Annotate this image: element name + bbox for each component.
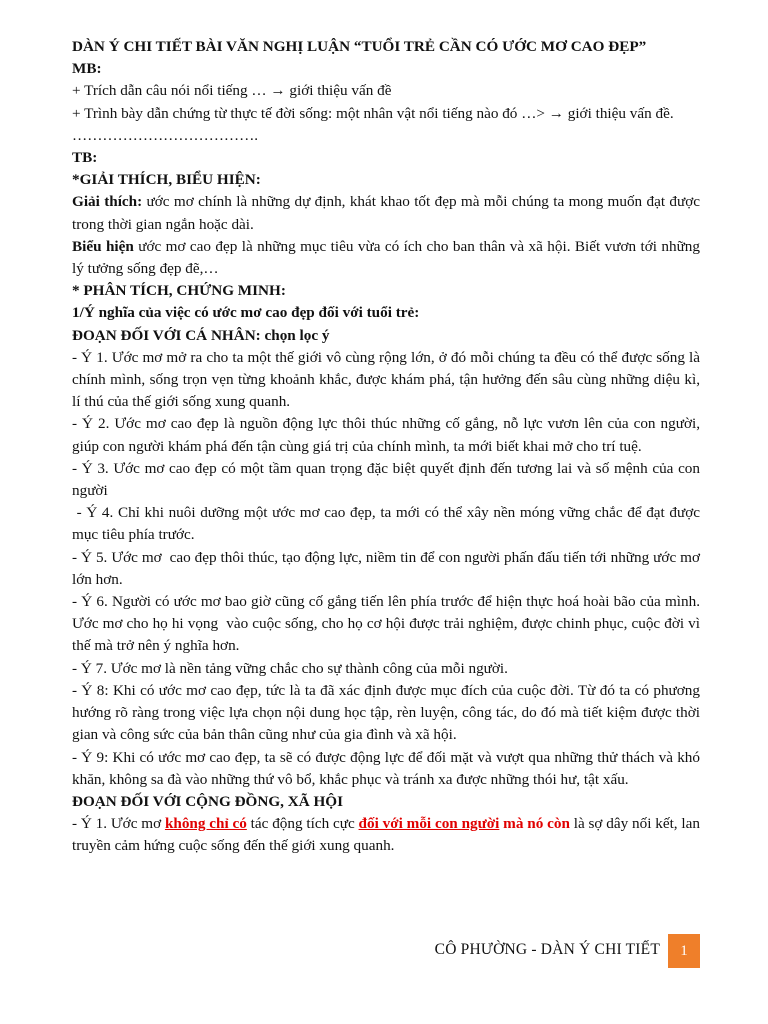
page-footer [0, 934, 700, 968]
bieu-hien-label: Biểu hiện [72, 237, 134, 255]
giai-thich-label: Giải thích: [72, 193, 143, 211]
bieu-hien-paragraph [72, 236, 700, 280]
cd-text-end: là sợ dây nối kết, lan truyền cảm hứng cuộc sống đến thế giới xung quanh. [72, 815, 700, 855]
cd-highlight-1: không chỉ có [164, 815, 247, 833]
dotted-line: ………………………………. [72, 126, 259, 144]
mb-line-1: + Trích dẫn câu nói nổi tiếng … → giới thiệu vấn đề [72, 82, 392, 100]
tb-heading: TB: [72, 149, 98, 167]
point-item: - Ý 4. Chỉ khi nuôi dưỡng một ước mơ cao đẹp, ta mới có thể xây nền móng vững chắc để đạt được mục tiêu phía trước. [72, 504, 704, 544]
point-item: - Ý 3. Ước mơ cao đẹp có một tầm quan trọng đặc biệt quyết định đến tương lai và số mệnh của con người [72, 459, 700, 500]
cd-text-mid: tác động tích cực [246, 815, 359, 833]
cd-highlight-3: mà nó còn [499, 815, 570, 833]
section-heading-giai-thich: *GIẢI THÍCH, BIỂU HIỆN: [72, 171, 261, 189]
point-item: - Ý 1. Ước mơ mở ra cho ta một thế giới vô cùng rộng lớn, ở đó mỗi chúng ta đều có thể được sống là chính mình, sống trọn vẹn từng khoảnh khắc, được khám phá, tận hưởng đến sâu cùng những diệu kì, lí thú của thế giới sống xung quanh. [72, 348, 700, 411]
cong-dong-heading: ĐOẠN ĐỐI VỚI CỘNG ĐỒNG, XÃ HỘI [72, 792, 344, 810]
cd-text-start: - Ý 1. Ước mơ [72, 815, 165, 833]
cd-highlight-2: đối với mỗi con người [358, 815, 500, 833]
ca-nhan-heading: ĐOẠN ĐỐI VỚI CÁ NHÂN: chọn lọc ý [72, 326, 330, 344]
point-item: - Ý 7. Ước mơ là nền tảng vững chắc cho sự thành công của mỗi người. [72, 659, 508, 677]
subheading-y-nghia: 1/Ý nghĩa của việc có ước mơ cao đẹp đối với tuổi trẻ: [72, 304, 420, 322]
footer-text: CÔ PHƯỜNG - DÀN Ý CHI TIẾT [434, 941, 660, 958]
mb-line-2: + Trình bày dẫn chứng từ thực tế đời sống: một nhân vật nổi tiếng nào đó …> → giới thiệu vấn đề. [72, 104, 674, 122]
section-heading-phan-tich: * PHÂN TÍCH, CHỨNG MINH: [72, 282, 286, 300]
document-body [72, 36, 704, 858]
point-item: - Ý 5. Ước mơ cao đẹp thôi thúc, tạo động lực, niềm tin để con người phấn đấu tiến tới những ước mơ lớn hơn. [72, 548, 704, 588]
giai-thich-paragraph [72, 191, 700, 235]
point-item: - Ý 8: Khi có ước mơ cao đẹp, tức là ta đã xác định được mục đích của cuộc đời. Từ đó ta có phương hướng rõ ràng trong việc lựa chọn nội dung học tập, rèn luyện, công tác, do đó mà tiết kiệm được thời gian và công sức của bản thân cũng như của gia đình và xã hội. [72, 681, 700, 744]
document-title: DÀN Ý CHI TIẾT BÀI VĂN NGHỊ LUẬN “TUỔI TRẺ CẦN CÓ ƯỚC MƠ CAO ĐẸP” [72, 38, 647, 55]
cong-dong-point [72, 813, 700, 857]
mb-heading: MB: [72, 60, 102, 78]
point-item: - Ý 2. Ước mơ cao đẹp là nguồn động lực thôi thúc những cố gắng, nỗ lực vươn lên của con người, giúp con người khám phá đến tận cùng giá trị của chính mình, ta mới biết khai mở cho trí tuệ. [72, 415, 700, 455]
bieu-hien-text: ước mơ cao đẹp là những mục tiêu vừa có ích cho ban thân và xã hội. Biết vươn tới những lý tưởng sống đẹp đẽ,… [72, 237, 700, 278]
page-number-badge: 1 [668, 934, 700, 968]
giai-thich-text: ước mơ chính là những dự định, khát khao tốt đẹp mà mỗi chúng ta mong muốn đạt được trong thời gian ngắn hoặc dài. [72, 193, 700, 233]
point-item: - Ý 9: Khi có ước mơ cao đẹp, ta sẽ có được động lực để đối mặt và vượt qua những thử thách và khó khăn, không sa đà vào những thứ vô bổ, khắc phục và tránh xa được những thói hư, tật xấu. [72, 748, 700, 788]
point-item: - Ý 6. Người có ước mơ bao giờ cũng cố gắng tiến lên phía trước để hiện thực hoá hoài bão của mình. Ước mơ cho họ hi vọng vào cuộc sống, cho họ cơ hội được trải nghiệm, được chinh phục, cuộc đời vì thế mà trở nên ý nghĩa hơn. [72, 593, 704, 655]
